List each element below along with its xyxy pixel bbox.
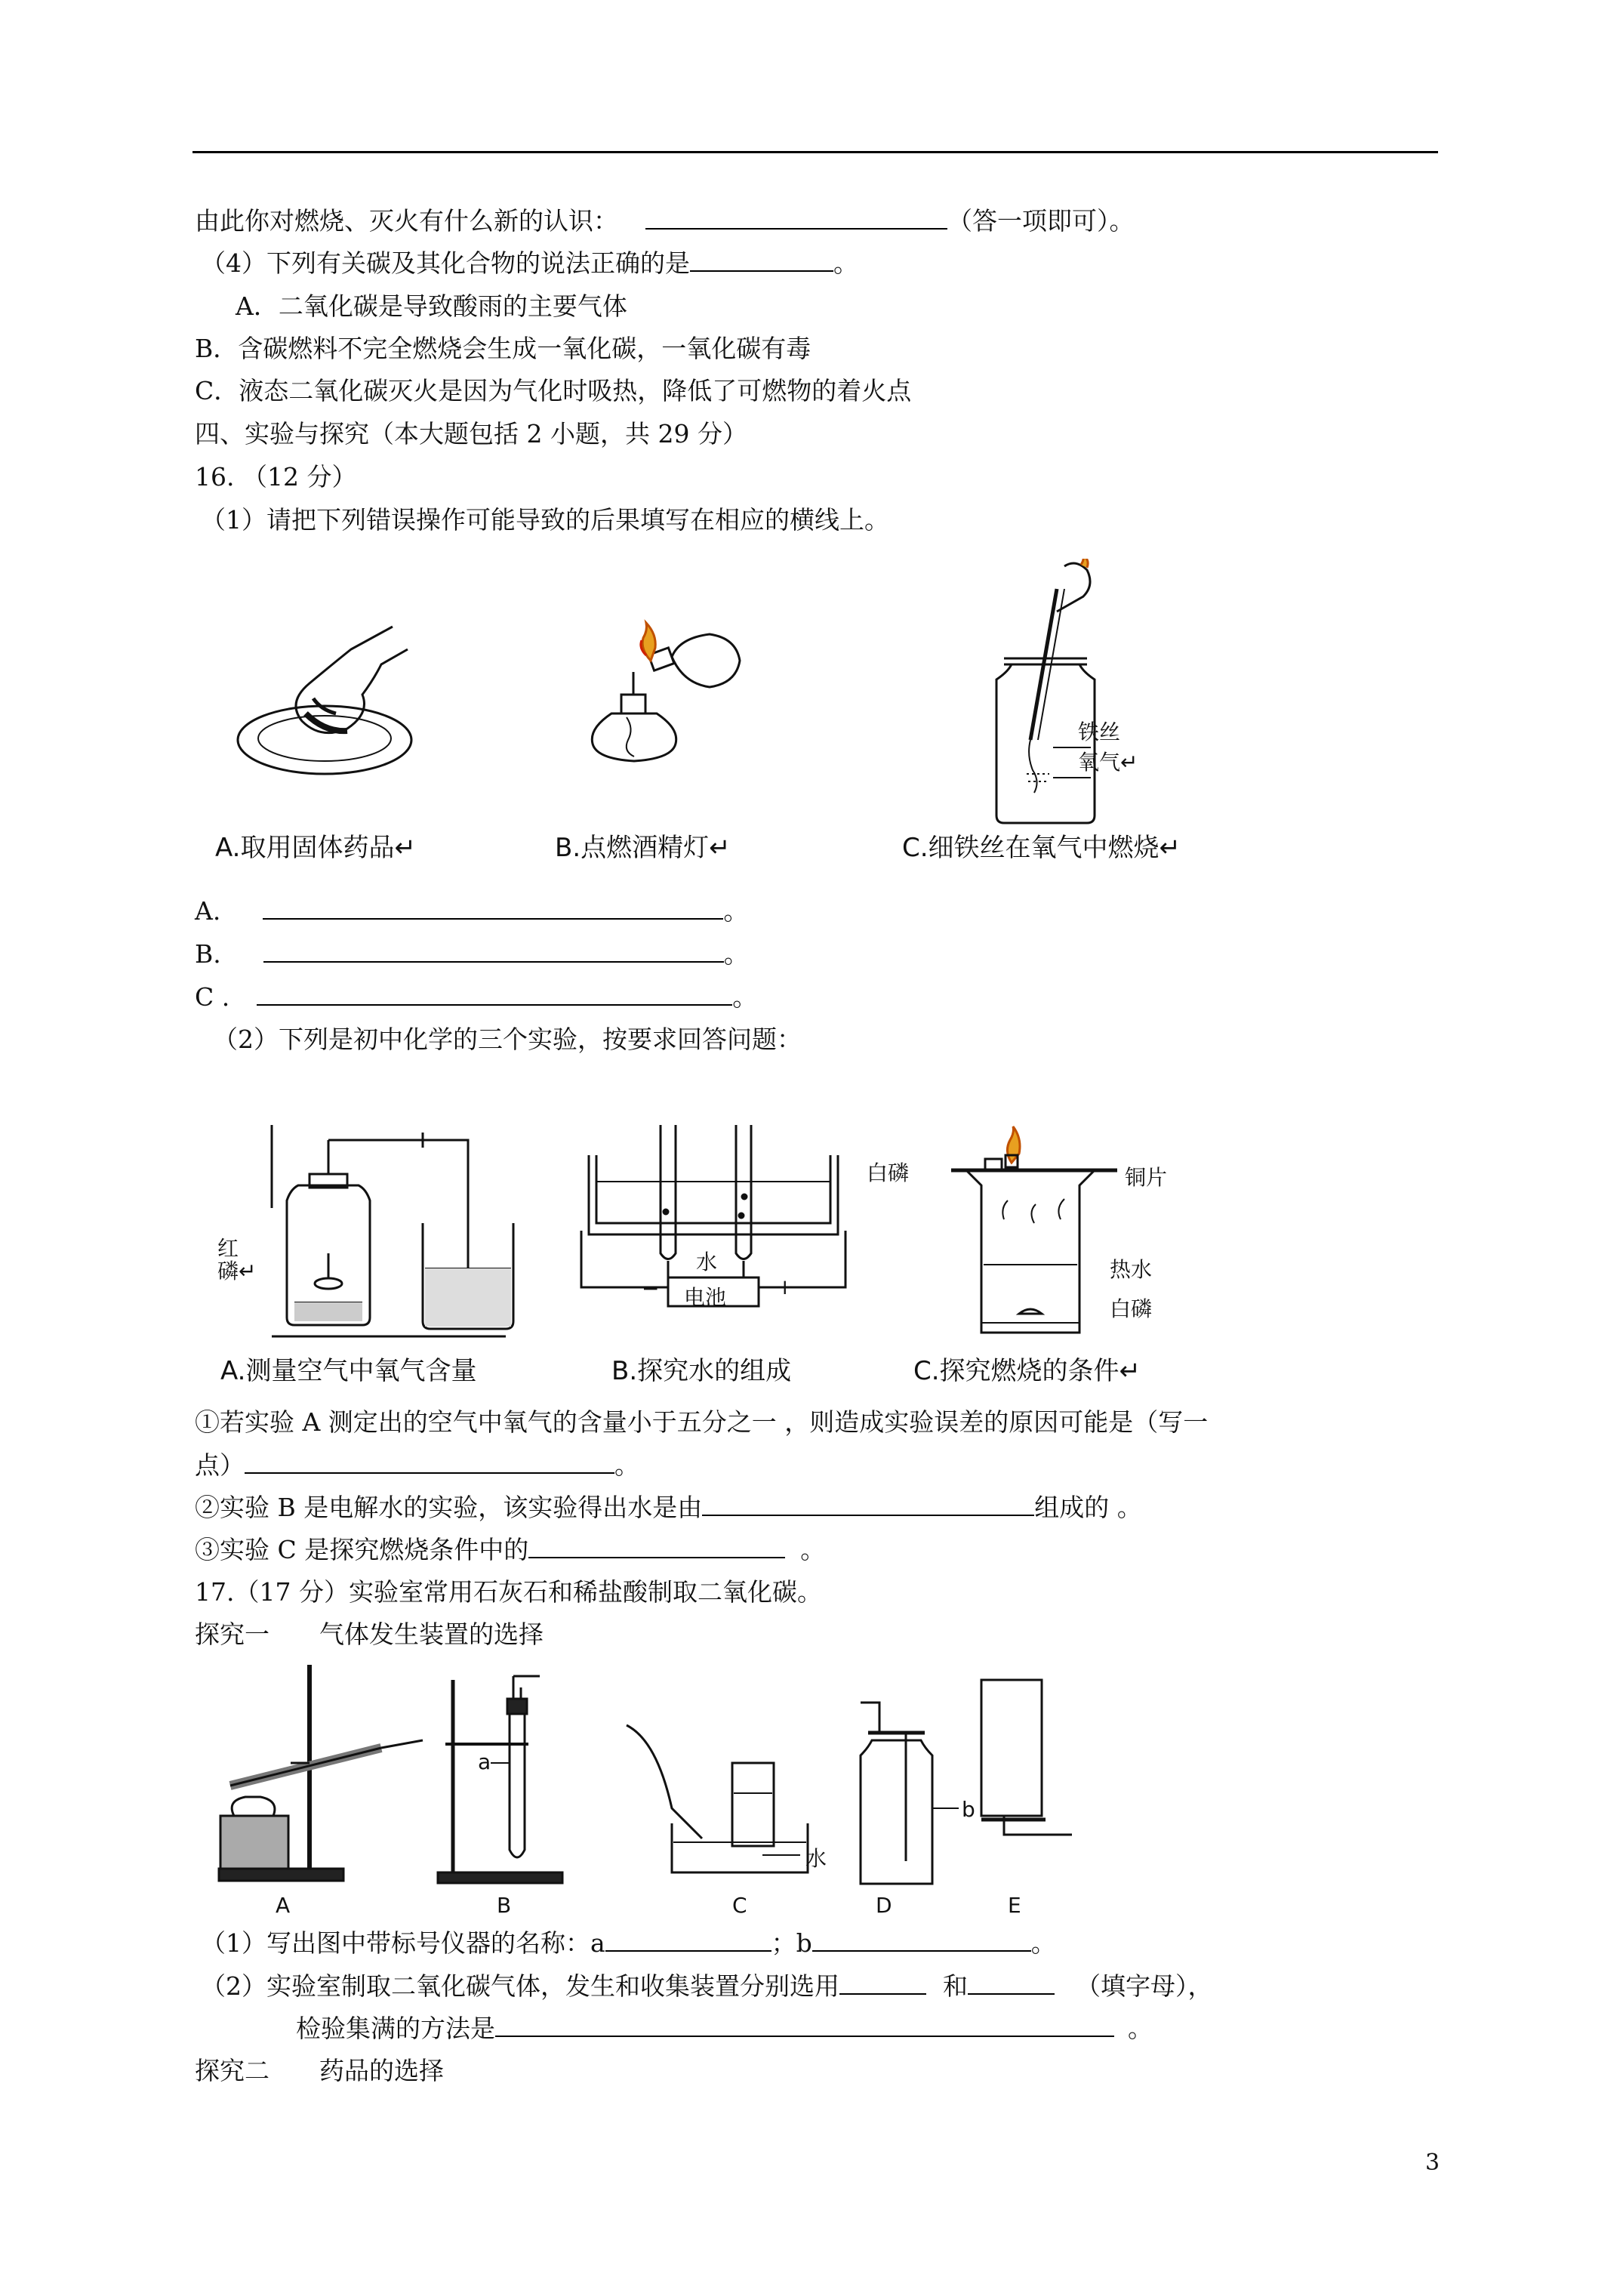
illustration-iron-wire-jar: [996, 559, 1095, 823]
label-battery: 电池: [684, 1285, 727, 1310]
answer-blank-generator[interactable]: [839, 1971, 926, 1995]
option-a: A．二氧化碳是导致酸雨的主要气体: [236, 291, 627, 321]
apparatus-b-test-tube: [438, 1676, 562, 1883]
label-apparatus-e: E: [1008, 1893, 1021, 1918]
question-16-2-2: ②实验 B 是电解水的实验，该实验得出水是由 组成的 。: [195, 1493, 1142, 1522]
apparatus-e-inverted-bottle: [981, 1680, 1072, 1835]
caption-a-oxygen-content: A.测量空气中氧气含量: [220, 1356, 477, 1386]
figure-3-drawing: [204, 1657, 1110, 1918]
apparatus-c-water-trough: [627, 1725, 808, 1872]
illustration-oxygen-measurement: [272, 1125, 513, 1336]
caption-c-combustion: C.探究燃烧的条件↵: [913, 1356, 1141, 1386]
answer-blank[interactable]: [245, 1450, 614, 1474]
label-minus: −: [642, 1276, 660, 1301]
question-16-2-1b: 点） 。: [195, 1450, 639, 1480]
answer-blank-a[interactable]: [263, 895, 723, 920]
line-new-understanding: 由此你对燃烧、灭火有什么新的认识： （答一项即可）。: [195, 206, 1135, 236]
apparatus-a-heating: [219, 1665, 423, 1881]
answer-blank-b[interactable]: [812, 1928, 1031, 1952]
illustration-water-electrolysis: [581, 1125, 845, 1306]
answer-line-a: A. 。: [195, 896, 749, 926]
label-red-phosphorus: 红: [217, 1236, 239, 1261]
label-apparatus-c: C: [732, 1893, 747, 1918]
option-c: C．液态二氧化碳灭火是因为气化时吸热，降低了可燃物的着火点: [195, 376, 912, 405]
answer-blank[interactable]: [645, 205, 947, 230]
header-rule: [192, 151, 1438, 153]
option-b: B．含碳燃料不完全燃烧会生成一氧化碳，一氧化碳有毒: [195, 334, 812, 363]
question-16-heading: 16. （12 分）: [195, 462, 357, 492]
figure-three-experiments: [204, 1110, 1238, 1389]
label-apparatus-d: D: [876, 1893, 892, 1918]
question-17-2: （2）实验室制取二氧化碳气体，发生和收集装置分别选用 和 （填字母），: [201, 1971, 1213, 2001]
illustration-combustion-conditions: [951, 1126, 1117, 1333]
question-16-2-3: ③实验 C 是探究燃烧条件中的 。: [195, 1535, 826, 1564]
figure-gas-apparatus: [204, 1657, 1110, 1918]
answer-blank-method[interactable]: [495, 2013, 1114, 2037]
label-red-phosphorus-2: 磷↵: [217, 1259, 257, 1284]
label-iron-wire: 铁丝: [1078, 720, 1121, 744]
caption-a-solid-reagent: A.取用固体药品↵: [215, 833, 416, 863]
figure-2-drawing: [204, 1110, 1238, 1389]
label-white-phosphorus-top: 白磷: [867, 1160, 910, 1185]
answer-blank-c[interactable]: [257, 982, 732, 1006]
question-4: （4）下列有关碳及其化合物的说法正确的是 。: [201, 248, 858, 278]
label-oxygen: 氧气↵: [1078, 750, 1138, 775]
label-instrument-a: a: [478, 1749, 491, 1774]
apparatus-d-gas-bottle: [861, 1703, 959, 1884]
figure-wrong-operations: [189, 559, 1283, 876]
caption-b-water-composition: B.探究水的组成: [611, 1356, 792, 1386]
answer-blank[interactable]: [528, 1534, 785, 1558]
answer-blank-a[interactable]: [605, 1928, 771, 1952]
answer-line-c: C . 。: [195, 982, 758, 1012]
section-heading-4: 四、实验与探究（本大题包括 2 小题，共 29 分）: [195, 419, 747, 448]
label-white-phosphorus-bottom: 白磷: [1110, 1296, 1153, 1321]
answer-blank-collector[interactable]: [968, 1971, 1055, 1995]
page-number: 3: [1425, 2150, 1440, 2176]
answer-blank-b[interactable]: [263, 938, 724, 963]
label-apparatus-a: A: [276, 1893, 291, 1918]
label-copper-sheet: 铜片: [1125, 1165, 1168, 1190]
answer-line-b: B. 。: [195, 939, 749, 969]
answer-blank[interactable]: [690, 248, 833, 272]
caption-c-iron-wire: C.细铁丝在氧气中燃烧↵: [902, 833, 1181, 863]
label-apparatus-b: B: [497, 1893, 512, 1918]
question-16-2: （2）下列是初中化学的三个实验，按要求回答问题：: [213, 1025, 802, 1054]
question-17-1: （1）写出图中带标号仪器的名称：a ；b 。: [201, 1928, 1056, 1958]
explore-1-heading: 探究一 气体发生装置的选择: [195, 1620, 544, 1649]
explore-2-heading: 探究二 药品的选择: [195, 2056, 444, 2085]
question-16-1: （1）请把下列错误操作可能导致的后果填写在相应的横线上。: [201, 505, 889, 535]
question-16-2-1a: ①若实验 A 测定出的空气中氧气的含量小于五分之一 ，则造成实验误差的原因可能是（写一: [195, 1407, 1209, 1437]
answer-blank[interactable]: [702, 1492, 1034, 1516]
label-instrument-b: b: [962, 1797, 975, 1822]
illustration-hand-dish: [238, 627, 411, 774]
label-plus: +: [776, 1274, 794, 1299]
label-water: 水: [696, 1250, 718, 1274]
label-hot-water: 热水: [1110, 1257, 1153, 1282]
caption-b-light-lamp: B.点燃酒精灯↵: [555, 833, 731, 863]
label-trough-water: 水: [805, 1846, 827, 1871]
question-17-2b: 检验集满的方法是 。: [296, 2014, 1153, 2043]
illustration-alcohol-lamps: [592, 623, 740, 761]
question-17: 17.（17 分）实验室常用石灰石和稀盐酸制取二氧化碳。: [195, 1577, 822, 1607]
